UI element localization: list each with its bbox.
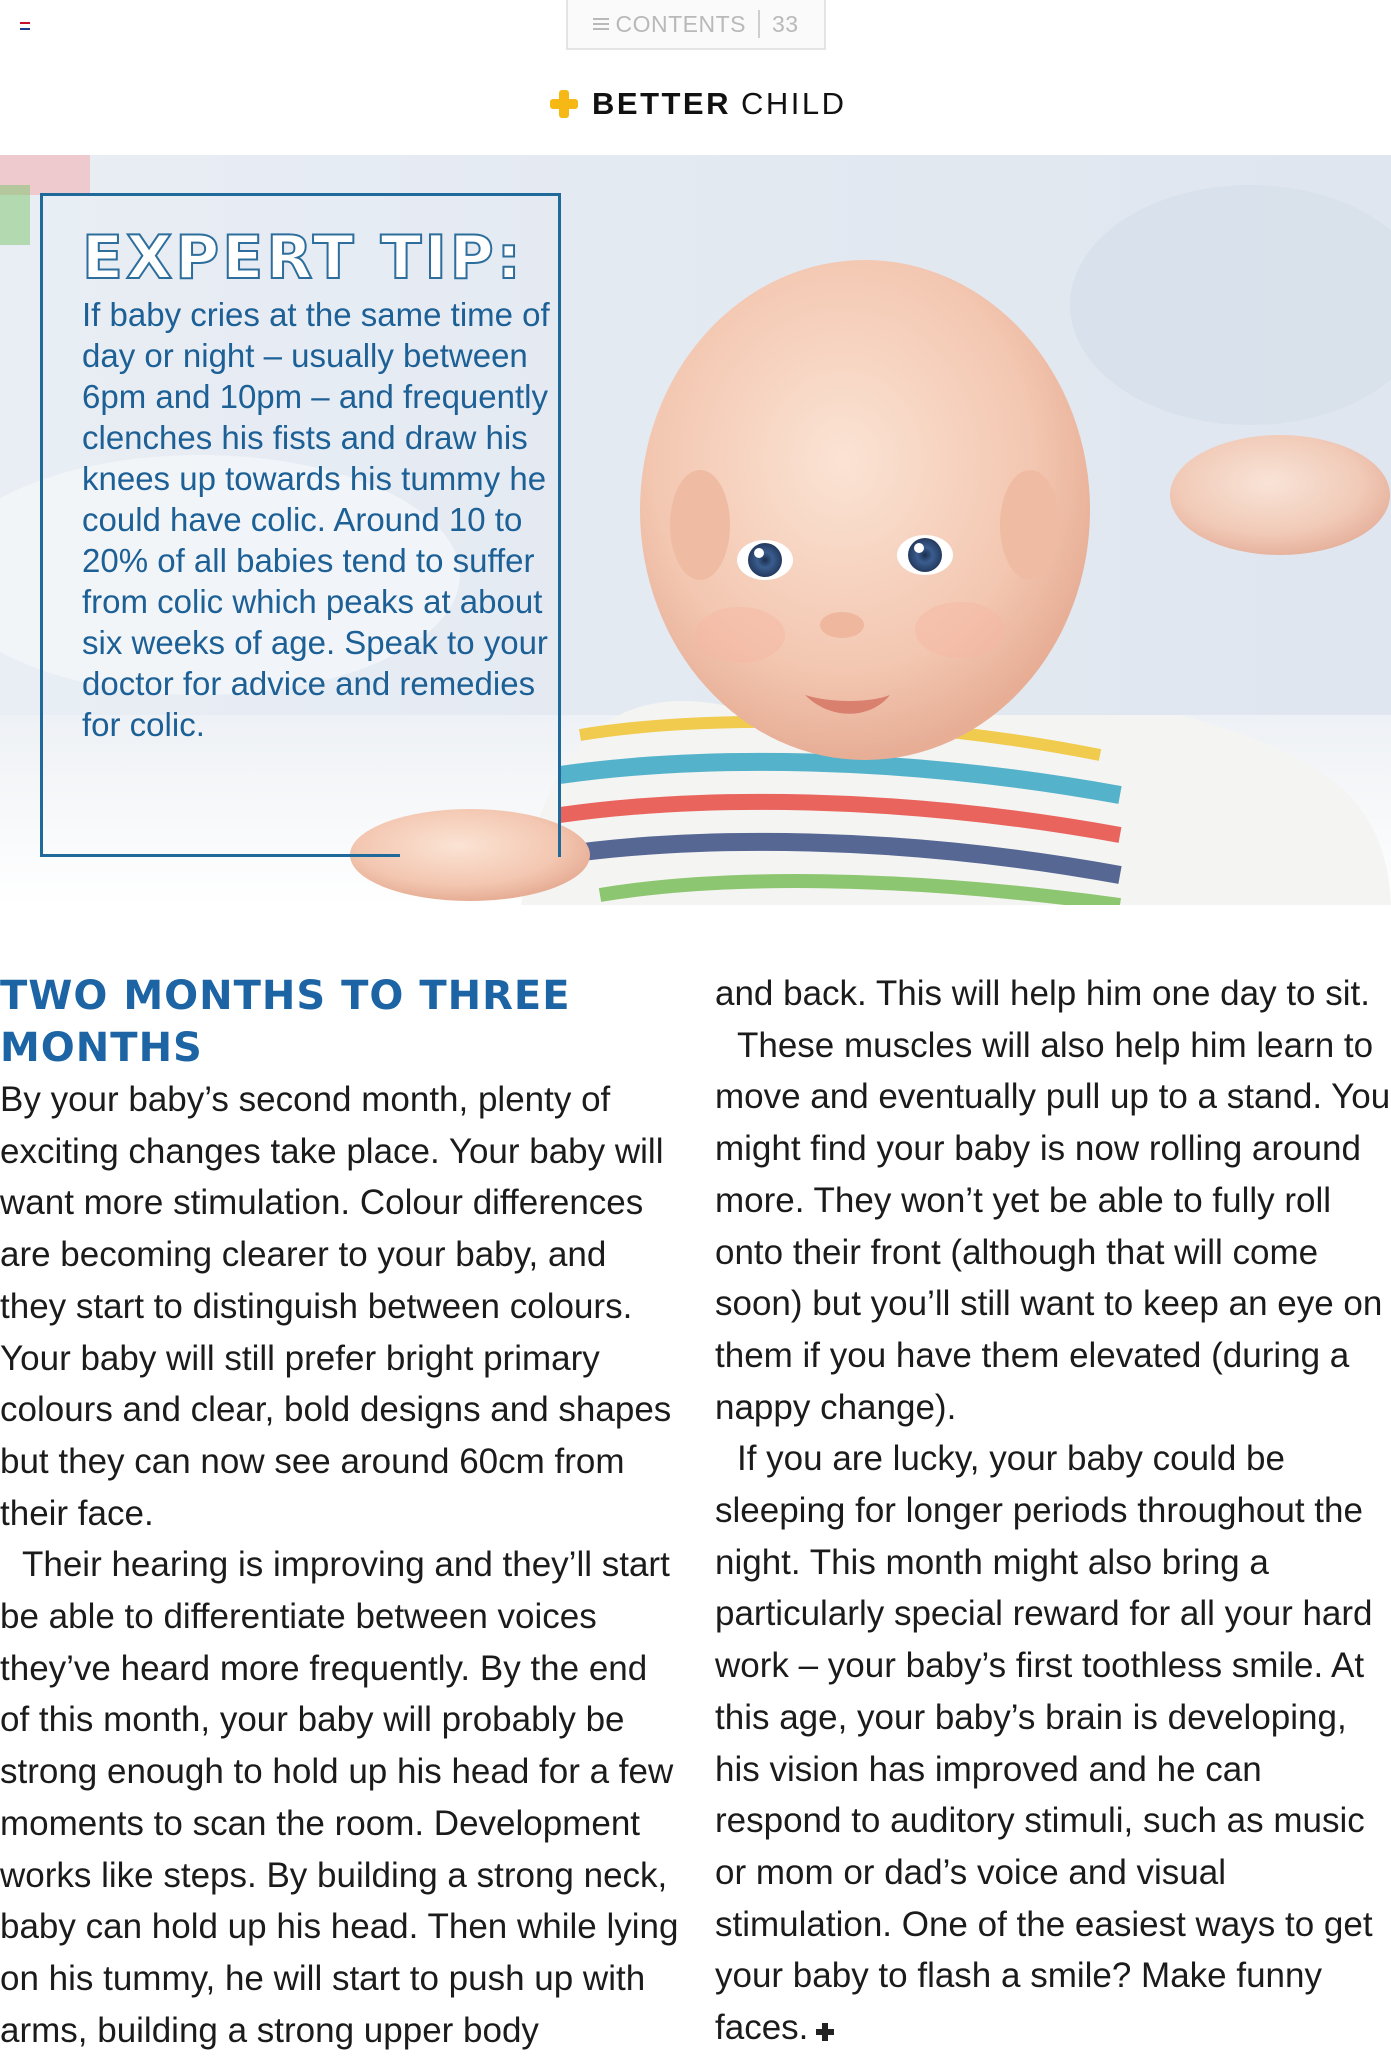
article-column-right: [715, 968, 1391, 2054]
flag-icon: [20, 22, 30, 30]
paragraph: These muscles will also help him learn to move and eventually pull up to a stand. You might find your baby is now rolling around more. They won’t yet be able to fully roll onto their front (although that will come soon) but you’ll still want to keep an eye on them if you have them elevated (during a nappy change).: [715, 1025, 1391, 1427]
contents-label: CONTENTS: [615, 10, 746, 37]
page-number: 33: [771, 10, 799, 37]
section-heading: TWO MONTHS TO THREE MONTHS: [0, 973, 571, 1071]
paragraph: By your baby’s second month, plenty of exciting changes take place. Your baby will want more stimulation. Colour differences are becoming clearer to your baby, and they start to distinguish between colours. Your baby will still prefer bright primary colours and clear, bold designs and shapes but they can now see around 60cm from their face.: [0, 1080, 672, 1533]
expert-tip-title: EXPERT TIP:: [82, 223, 524, 293]
paragraph-text: If you are lucky, your baby could be sleeping for longer periods throughout the night. This month might also bring a particularly special reward for all your hard work – your baby’s first toothless smile. At this age, your baby’s brain is developing, his vision has improved and he can respond to auditory stimuli, such as music or mom or dad’s voice and visual stimulation. One of the easiest ways to get your baby to flash a smile? Make funny faces.: [715, 1439, 1373, 2048]
brand-logo: [550, 84, 847, 124]
end-mark-icon: [816, 2023, 834, 2041]
expert-tip-box: [40, 193, 561, 857]
article-column-left: [0, 968, 680, 2056]
plus-icon: [550, 90, 578, 118]
brand-bold: BETTER: [592, 86, 731, 121]
paragraph: Their hearing is improving and they’ll start be able to differentiate between voices they’ve heard more frequently. By the end of this month, your baby will probably be strong enough to hold up his head for a few moments to scan the room. Development works like steps. By building a strong neck, baby can hold up his head. Then while lying on his tummy, he will start to push up with arms, building a strong upper body: [0, 1545, 679, 2050]
menu-icon: [593, 15, 609, 33]
expert-tip-text: If baby cries at the same time of day or night – usually between 6pm and 10pm – and frequently clenches his fists and draw his knees up towards his tummy he could have colic. Around 10 to 20% of all babies tend to suffer from colic which peaks at about six weeks of age. Speak to your doctor for advice and remedies for colic.: [82, 296, 550, 743]
brand-regular: CHILD: [741, 86, 847, 121]
tip-border-line: [40, 854, 400, 857]
contents-button[interactable]: [566, 0, 826, 50]
divider: [758, 10, 760, 38]
paragraph-last: [715, 1433, 1391, 2053]
paragraph: and back. This will help him one day to sit.: [715, 974, 1370, 1013]
